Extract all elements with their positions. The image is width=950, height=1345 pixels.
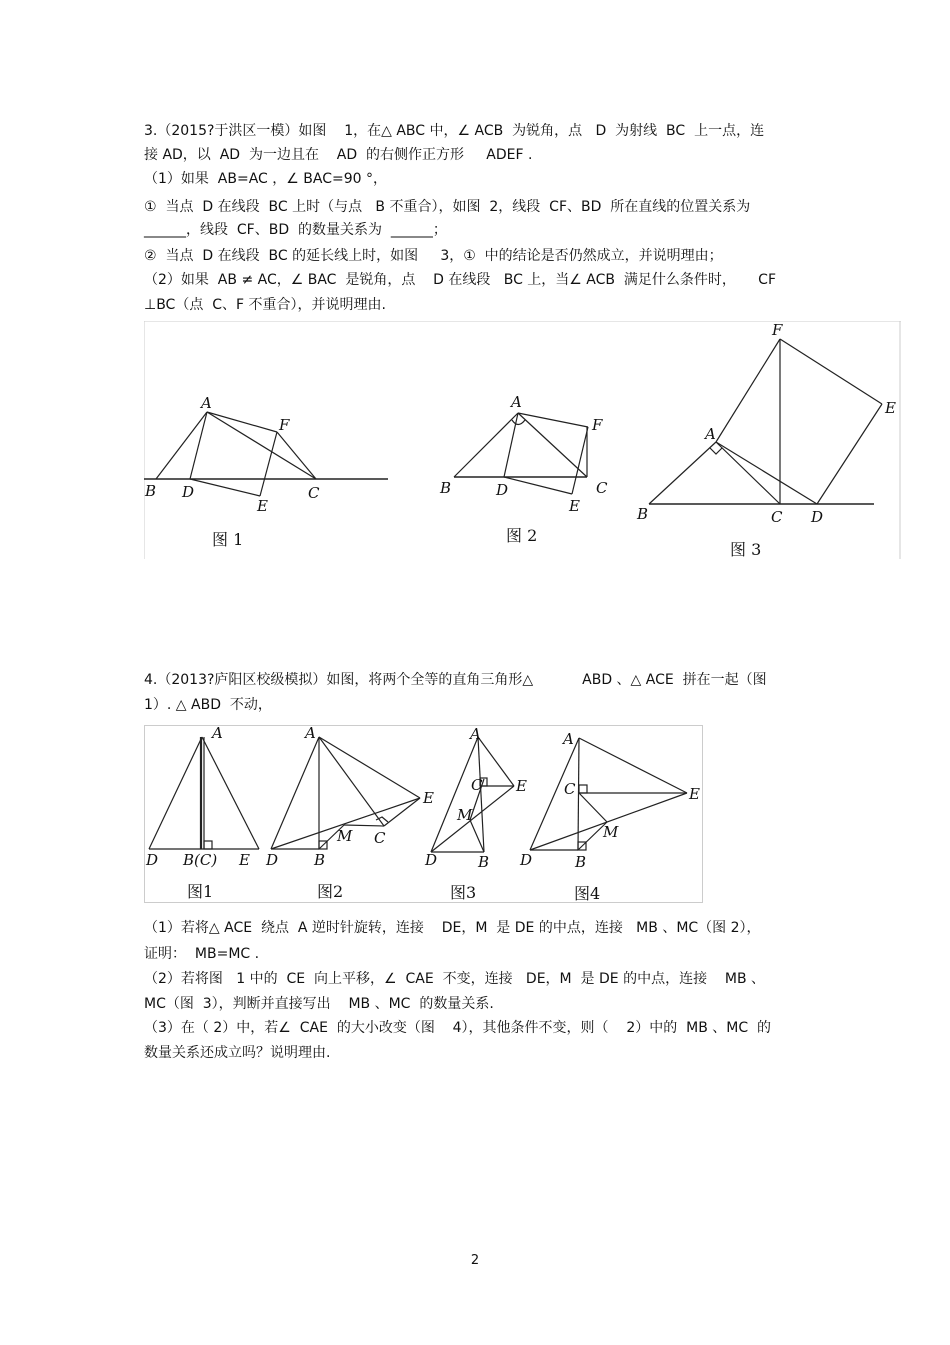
p3-fig2-label-b: B <box>440 479 452 497</box>
p3-line-8: ⊥BC（点 C、F 不重合），并说明理由. <box>144 297 386 313</box>
p3-fig3-caption: 图 3 <box>730 540 762 559</box>
p3-line-7: （2）如果 AB ≠ AC，∠ BAC 是锐角，点 D 在线段 BC 上，当∠ ACB 满足什么条件时， CF <box>144 272 776 288</box>
p4-fig2-label-c: C <box>374 829 386 847</box>
p4-fig4-label-m: M <box>603 823 619 841</box>
p4-q-line-1: （1）若将△ ACE 绕点 A 逆时针旋转，连接 DE，M 是 DE 的中点，连接 MB 、MC（图 2）， <box>144 920 761 936</box>
p3-fig3 <box>649 339 882 504</box>
p3-fig2-label-c: C <box>596 479 608 497</box>
page-number: 2 <box>470 1253 480 1268</box>
p3-fig1-label-e: E <box>257 497 268 515</box>
p3-line-1: 3.（2015?于洪区一模）如图 1，在△ ABC 中，∠ ACB 为锐角，点 D 为射线 BC 上一点，连 <box>144 123 765 139</box>
p3-fig1-caption: 图 1 <box>212 530 244 549</box>
p4-q-line-6: 数量关系还成立吗？说明理由. <box>144 1045 331 1061</box>
p4-fig2-caption: 图2 <box>317 882 344 901</box>
p3-line-5: ______，线段 CF、BD 的数量关系为 ______； <box>144 222 447 238</box>
p3-fig2-caption: 图 2 <box>506 526 538 545</box>
p4-fig1-label-e: E <box>239 851 250 869</box>
p4-fig3-label-m: M <box>457 806 473 824</box>
p4-fig3-label-a: A <box>470 725 481 743</box>
p3-fig1-label-a: A <box>201 394 212 412</box>
p4-fig3-label-d: D <box>425 851 438 869</box>
p4-q-line-2: 证明： MB=MC . <box>144 946 260 962</box>
p4-fig4-caption: 图4 <box>574 884 601 903</box>
p4-intro-1: 4.（2013?庐阳区校级模拟）如图，将两个全等的直角三角形△ ABD 、△ ACE 拼在一起（图 <box>144 672 767 688</box>
p4-fig1 <box>149 737 259 849</box>
p4-fig4-label-e: E <box>689 785 700 803</box>
p4-fig3 <box>431 737 514 852</box>
p3-fig1-label-b: B <box>145 482 157 500</box>
p4-q-line-4: MC（图 3），判断并直接写出 MB 、MC 的数量关系. <box>144 996 494 1012</box>
p4-q-line-5: （3）在（ 2）中，若∠ CAE 的大小改变（图 4），其他条件不变，则（ 2）中的 MB 、MC 的 <box>144 1020 772 1036</box>
p4-fig4-label-c: C <box>564 780 576 798</box>
p3-fig1-label-d: D <box>182 483 195 501</box>
p4-fig4-label-d: D <box>520 851 533 869</box>
p3-fig3-label-f: F <box>772 321 783 339</box>
p3-line-6: ② 当点 D 在线段 BC 的延长线上时，如图 3，① 中的结论是否仍然成立，并说明理由； <box>144 248 723 264</box>
p4-fig2-label-d: D <box>266 851 279 869</box>
p4-fig1-label-d: D <box>146 851 159 869</box>
p4-figure-panel <box>144 725 703 903</box>
p4-fig3-label-e: E <box>516 777 527 795</box>
p4-figures-svg <box>144 725 703 903</box>
p3-figures-svg <box>144 321 901 559</box>
p4-fig1-caption: 图1 <box>187 882 214 901</box>
p4-fig2-label-a: A <box>305 725 316 742</box>
p3-fig2 <box>454 413 588 494</box>
p3-fig1 <box>144 412 388 496</box>
p4-fig2-label-e: E <box>423 789 434 807</box>
p4-fig1-label-bc: B(C) <box>183 851 218 869</box>
p3-fig3-label-b: B <box>637 505 649 523</box>
p3-fig1-label-c: C <box>308 484 320 502</box>
p3-fig2-label-d: D <box>496 481 509 499</box>
p4-fig4-label-a: A <box>563 730 574 748</box>
p3-figure-panel <box>144 321 901 559</box>
p3-fig2-label-e: E <box>569 497 580 515</box>
p3-fig3-label-d: D <box>811 508 824 526</box>
p3-fig1-label-f: F <box>279 416 290 434</box>
p4-intro-2: 1）. △ ABD 不动， <box>144 697 272 713</box>
p3-fig3-label-c: C <box>771 508 783 526</box>
p4-q-line-3: （2）若将图 1 中的 CE 向上平移，∠ CAE 不变，连接 DE，M 是 DE 的中点，连接 MB 、 <box>144 971 766 987</box>
p3-fig3-label-a: A <box>705 425 716 443</box>
p3-fig3-label-e: E <box>885 399 896 417</box>
p4-fig3-label-b: B <box>478 853 490 871</box>
p4-fig4-label-b: B <box>575 853 587 871</box>
p3-line-2: 接 AD，以 AD 为一边且在 AD 的右侧作正方形 ADEF . <box>144 147 533 163</box>
p4-fig1-label-a: A <box>212 725 223 742</box>
p3-fig2-label-f: F <box>592 416 603 434</box>
p4-fig2-label-m: M <box>337 827 353 845</box>
p4-fig3-caption: 图3 <box>450 883 477 902</box>
p4-fig3-label-c: C <box>471 776 483 794</box>
p3-line-4: ① 当点 D 在线段 BC 上时（与点 B 不重合），如图 2，线段 CF、BD 所在直线的位置关系为 <box>144 199 751 215</box>
p3-fig2-label-a: A <box>511 393 522 411</box>
p4-fig2-label-b: B <box>314 851 326 869</box>
p3-line-3: （1）如果 AB=AC ，∠ BAC=90 °， <box>144 171 387 187</box>
